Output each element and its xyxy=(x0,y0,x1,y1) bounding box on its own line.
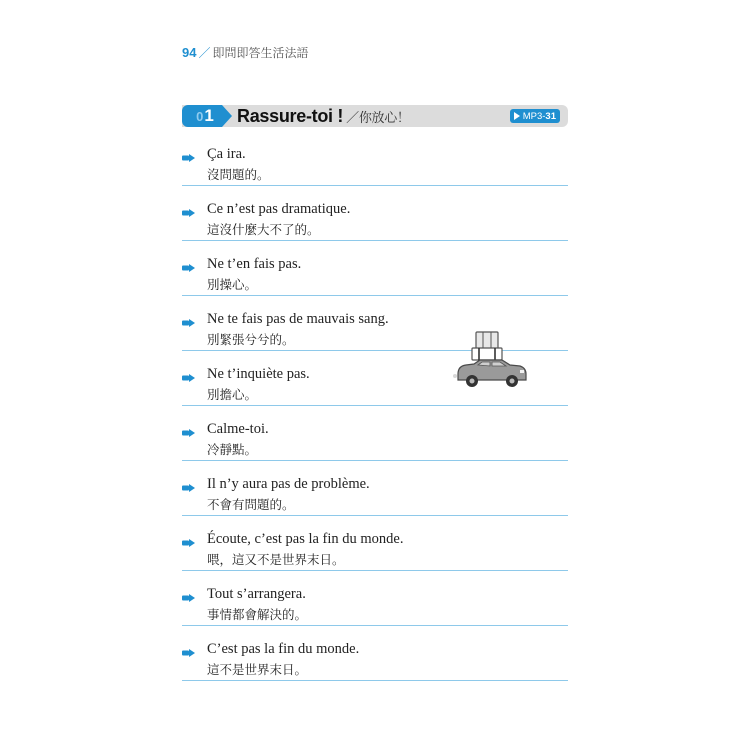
phrase-chinese: 事情都會解決的。 xyxy=(207,607,308,622)
phrase-chinese: 冷靜點。 xyxy=(207,442,258,457)
phrase-french: Calme-toi. xyxy=(207,421,269,437)
phrase-french: Ne t’en fais pas. xyxy=(207,256,302,272)
phrase-item xyxy=(182,626,568,681)
phrase-item xyxy=(182,241,568,296)
row-divider xyxy=(182,680,568,681)
phrase-chinese: 別操心。 xyxy=(207,277,258,292)
phrase-french: Il n’y aura pas de problème. xyxy=(207,476,370,492)
play-icon xyxy=(514,112,520,120)
phrase-french: Écoute, c’est pas la fin du monde. xyxy=(207,531,404,547)
audio-prefix: MP3- xyxy=(522,110,546,122)
page-number: 94 xyxy=(182,44,197,60)
section-number-badge xyxy=(182,105,222,127)
phrase-chinese: 這不是世界末日。 xyxy=(207,662,308,677)
arrow-bullet-icon xyxy=(182,594,196,602)
phrase-french: Ça ira. xyxy=(207,146,246,162)
phrase-item xyxy=(182,131,568,186)
section-number: 1 xyxy=(204,106,214,125)
phrase-chinese: 不會有問題的。 xyxy=(207,497,295,512)
phrase-chinese: 沒問題的。 xyxy=(207,167,270,182)
section-title-zh: ／你放心！ xyxy=(346,110,410,126)
phrase-item xyxy=(182,571,568,626)
running-header xyxy=(182,42,309,62)
phrase-french: Ce n’est pas dramatique. xyxy=(207,201,351,217)
phrase-chinese: 喂，這又不是世界末日。 xyxy=(207,552,345,567)
phrase-chinese: 別緊張兮兮的。 xyxy=(207,332,295,347)
arrow-bullet-icon xyxy=(182,484,196,492)
section-number-prefix: 0 xyxy=(196,108,204,124)
phrase-french: Ne t’inquiète pas. xyxy=(207,366,310,382)
arrow-bullet-icon xyxy=(182,209,196,217)
arrow-bullet-icon xyxy=(182,319,196,327)
arrow-bullet-icon xyxy=(182,154,196,162)
arrow-bullet-icon xyxy=(182,539,196,547)
phrase-item xyxy=(182,186,568,241)
section-title-bar xyxy=(182,105,568,127)
arrow-bullet-icon xyxy=(182,374,196,382)
phrase-item xyxy=(182,461,568,516)
book-title: 即問即答生活法語 xyxy=(212,45,309,60)
phrase-chinese: 這沒什麼大不了的。 xyxy=(207,222,320,237)
header-separator: ／ xyxy=(198,45,211,60)
arrow-bullet-icon xyxy=(182,429,196,437)
audio-track-number: 31 xyxy=(545,110,556,122)
arrow-bullet-icon xyxy=(182,264,196,272)
car-with-luggage-illustration xyxy=(452,330,528,392)
section-title xyxy=(237,105,410,127)
phrase-item xyxy=(182,406,568,461)
phrase-french: C’est pas la fin du monde. xyxy=(207,641,360,657)
section-title-fr: Rassure-toi ! xyxy=(237,105,344,126)
badge-arrow-icon xyxy=(222,105,232,127)
phrase-french: Tout s’arrangera. xyxy=(207,586,306,602)
phrase-french: Ne te fais pas de mauvais sang. xyxy=(207,311,389,327)
audio-track-badge[interactable] xyxy=(510,109,560,123)
phrase-chinese: 別擔心。 xyxy=(207,387,258,402)
arrow-bullet-icon xyxy=(182,649,196,657)
phrase-item xyxy=(182,516,568,571)
